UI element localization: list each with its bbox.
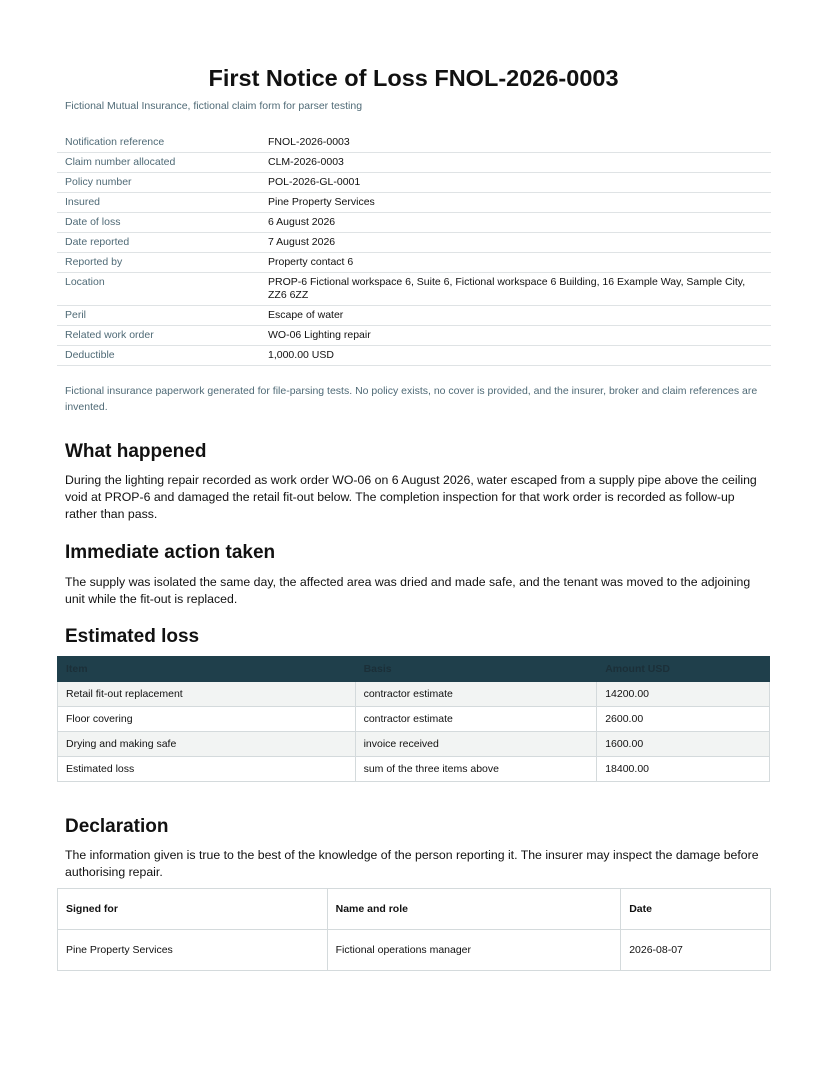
detail-value: CLM-2026-0003 — [260, 153, 771, 173]
section-heading-estimated-loss: Estimated loss — [65, 626, 200, 647]
detail-label: Peril — [57, 306, 260, 326]
detail-row — [57, 233, 771, 253]
detail-row — [57, 133, 771, 153]
table-row — [58, 930, 771, 971]
section-heading-what-happened: What happened — [65, 441, 207, 462]
table-cell: Floor covering — [58, 707, 356, 732]
table-cell: contractor estimate — [355, 682, 597, 707]
section-heading-immediate-action: Immediate action taken — [65, 542, 276, 563]
detail-label: Date of loss — [57, 213, 260, 233]
detail-label: Policy number — [57, 173, 260, 193]
column-header: Signed for — [58, 889, 328, 930]
table-cell: 18400.00 — [597, 757, 770, 782]
table-row — [58, 757, 770, 782]
detail-row — [57, 213, 771, 233]
immediate-action-text: The supply was isolated the same day, the affected area was dried and made safe, and the tenant was moved to the adjoining unit while the fit-out is replaced. — [65, 575, 751, 606]
detail-label: Date reported — [57, 233, 260, 253]
table-cell: Drying and making safe — [58, 732, 356, 757]
detail-value: WO-06 Lighting repair — [260, 326, 771, 346]
detail-row — [57, 326, 771, 346]
table-cell: 1600.00 — [597, 732, 770, 757]
claim-details-table — [57, 133, 771, 366]
detail-label: Location — [57, 273, 260, 306]
estimated-loss-table — [57, 656, 770, 782]
detail-row — [57, 346, 771, 366]
detail-row — [57, 306, 771, 326]
table-row — [58, 682, 770, 707]
column-header: Name and role — [327, 889, 621, 930]
table-cell: 14200.00 — [597, 682, 770, 707]
detail-value: FNOL-2026-0003 — [260, 133, 771, 153]
detail-label: Notification reference — [57, 133, 260, 153]
table-row — [58, 732, 770, 757]
page-title: First Notice of Loss FNOL-2026-0003 — [208, 65, 619, 91]
disclaimer-note: Fictional insurance paperwork generated for file-parsing tests. No policy exists, no cover is provided, and the insurer, broker and claim references are invented. — [65, 385, 758, 413]
detail-row — [57, 253, 771, 273]
detail-row — [57, 273, 771, 306]
detail-value: Escape of water — [260, 306, 771, 326]
detail-row — [57, 173, 771, 193]
detail-value: PROP-6 Fictional workspace 6, Suite 6, Fictional workspace 6 Building, 16 Example Way, Sample City, ZZ6 6ZZ — [260, 273, 771, 306]
table-cell: Retail fit-out replacement — [58, 682, 356, 707]
detail-value: 1,000.00 USD — [260, 346, 771, 366]
table-header-row — [58, 657, 770, 682]
table-cell: Pine Property Services — [58, 930, 328, 971]
detail-value: POL-2026-GL-0001 — [260, 173, 771, 193]
table-cell: 2600.00 — [597, 707, 770, 732]
detail-label: Related work order — [57, 326, 260, 346]
declaration-table — [57, 888, 771, 971]
detail-label: Deductible — [57, 346, 260, 366]
table-cell: contractor estimate — [355, 707, 597, 732]
column-header: Amount USD — [597, 657, 770, 682]
declaration-text: The information given is true to the best of the knowledge of the person reporting it. The insurer may inspect the damage before authorising repair. — [65, 848, 759, 879]
table-cell: invoice received — [355, 732, 597, 757]
detail-value: Pine Property Services — [260, 193, 771, 213]
table-cell: 2026-08-07 — [621, 930, 771, 971]
table-row — [58, 707, 770, 732]
section-heading-declaration: Declaration — [65, 816, 169, 837]
detail-row — [57, 153, 771, 173]
detail-row — [57, 193, 771, 213]
detail-label: Claim number allocated — [57, 153, 260, 173]
column-header: Item — [58, 657, 356, 682]
table-cell: sum of the three items above — [355, 757, 597, 782]
detail-label: Insured — [57, 193, 260, 213]
detail-label: Reported by — [57, 253, 260, 273]
page-subtitle: Fictional Mutual Insurance, fictional claim form for parser testing — [65, 100, 363, 112]
column-header: Date — [621, 889, 771, 930]
table-header-row — [58, 889, 771, 930]
detail-value: Property contact 6 — [260, 253, 771, 273]
table-cell: Fictional operations manager — [327, 930, 621, 971]
detail-value: 7 August 2026 — [260, 233, 771, 253]
table-cell: Estimated loss — [58, 757, 356, 782]
detail-value: 6 August 2026 — [260, 213, 771, 233]
column-header: Basis — [355, 657, 597, 682]
what-happened-text: During the lighting repair recorded as work order WO-06 on 6 August 2026, water escaped from a supply pipe above the ceiling void at PROP-6 and damaged the retail fit-out below. The completion inspection for that work order is recorded as follow-up rather than pass. — [65, 473, 757, 521]
